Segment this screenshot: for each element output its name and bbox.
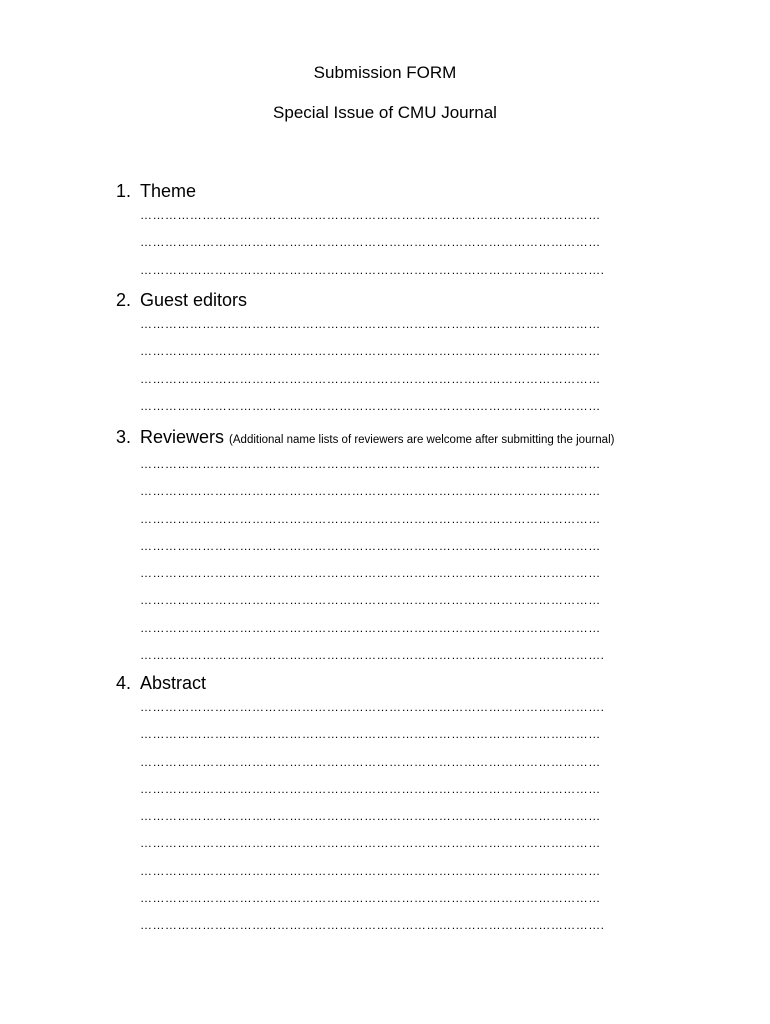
section-number: 4. bbox=[116, 673, 132, 693]
section-number: 1. bbox=[116, 181, 132, 201]
section-heading bbox=[116, 180, 736, 202]
section-title: Guest editors bbox=[140, 290, 248, 310]
fill-line[interactable]: ………………………………………………………………………………………………… bbox=[140, 727, 601, 742]
section-abstract bbox=[116, 672, 736, 940]
fill-line[interactable]: ………………………………………………………………………………………………… bbox=[140, 863, 601, 878]
fill-line[interactable]: ………………………………………………………………………………………………… bbox=[140, 344, 601, 359]
form-title: Submission FORM bbox=[313, 63, 457, 82]
section-number: 2. bbox=[116, 290, 132, 310]
fill-line[interactable]: ………………………………………………………………………………………………… bbox=[140, 457, 601, 471]
section-heading bbox=[116, 426, 736, 451]
fill-line[interactable]: ………………………………………………………………………………………………… bbox=[140, 235, 601, 250]
fill-line[interactable]: ………………………………………………………………………………………………… bbox=[140, 593, 601, 608]
fill-line[interactable]: ………………………………………………………………………………………………… bbox=[140, 754, 601, 769]
section-reviewers bbox=[116, 426, 736, 669]
fill-line[interactable]: ………………………………………………………………………………………………… bbox=[140, 781, 601, 796]
section-heading bbox=[116, 672, 736, 694]
theme-answer-lines[interactable] bbox=[140, 202, 736, 284]
fill-line[interactable]: …………………………………………………………………………………………………. bbox=[140, 700, 605, 714]
fill-line[interactable]: ………………………………………………………………………………………………… bbox=[140, 511, 601, 526]
fill-line[interactable]: ………………………………………………………………………………………………… bbox=[140, 891, 601, 906]
section-title: Abstract bbox=[140, 673, 207, 693]
fill-line[interactable]: ………………………………………………………………………………………………… bbox=[140, 317, 601, 331]
section-heading bbox=[116, 289, 736, 311]
section-theme bbox=[116, 180, 736, 284]
fill-line[interactable]: ………………………………………………………………………………………………… bbox=[140, 620, 601, 635]
section-guest-editors bbox=[116, 289, 736, 420]
fill-line[interactable]: …………………………………………………………………………………………………. bbox=[140, 918, 605, 933]
section-note: (Additional name lists of reviewers are welcome after submitting the journal) bbox=[229, 434, 615, 446]
guest-editors-answer-lines[interactable] bbox=[140, 311, 736, 420]
reviewers-answer-lines[interactable] bbox=[140, 451, 736, 669]
fill-line[interactable]: ………………………………………………………………………………………………… bbox=[140, 208, 601, 222]
abstract-answer-lines[interactable] bbox=[140, 694, 736, 940]
fill-line[interactable]: ………………………………………………………………………………………………… bbox=[140, 809, 601, 824]
section-title: Theme bbox=[140, 181, 197, 201]
fill-line[interactable]: ………………………………………………………………………………………………… bbox=[140, 398, 601, 413]
fill-line[interactable]: ………………………………………………………………………………………………… bbox=[140, 484, 601, 499]
fill-line[interactable]: …………………………………………………………………………………………………. bbox=[140, 262, 605, 277]
fill-line[interactable]: …………………………………………………………………………………………………. bbox=[140, 648, 605, 663]
fill-line[interactable]: ………………………………………………………………………………………………… bbox=[140, 538, 601, 553]
fill-line[interactable]: ………………………………………………………………………………………………… bbox=[140, 566, 601, 581]
fill-line[interactable]: ………………………………………………………………………………………………… bbox=[140, 836, 601, 851]
fill-line[interactable]: ………………………………………………………………………………………………… bbox=[140, 371, 601, 386]
form-subtitle: Special Issue of CMU Journal bbox=[273, 103, 497, 122]
section-title: Reviewers bbox=[140, 427, 225, 447]
section-number: 3. bbox=[116, 427, 132, 447]
